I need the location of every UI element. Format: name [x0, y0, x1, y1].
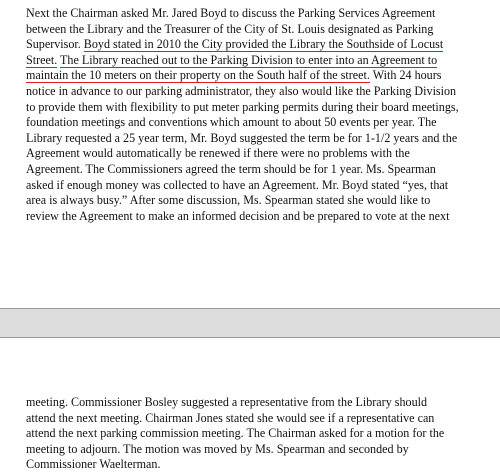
- text-line: [26, 53, 486, 69]
- highlighted-sentence-library-end: maintain the 10 meters on their property on the South half of the street.: [26, 68, 370, 83]
- highlighted-sentence-boyd-end: Street.: [26, 52, 58, 67]
- text-fragment: With 24 hours: [372, 68, 442, 83]
- text-line: meeting. Commissioner Bosley suggested a representative from the Library should: [26, 395, 428, 409]
- text-line: [26, 37, 486, 53]
- text-line: area is always busy.” After some discussion, Ms. Spearman stated she would like to: [26, 193, 431, 208]
- text-line: to provide them with flexibility to put meter parking permits during their board meetings,: [26, 99, 459, 114]
- text-line: meeting to adjourn. The motion was moved by Ms. Spearman and seconded by: [26, 441, 409, 456]
- text-line: foundation meetings and conventions which amount to about 50 events per year. The: [26, 115, 437, 130]
- highlighted-sentence-library: The Library reached out to the Parking Division to enter into an Agreement to: [60, 52, 438, 67]
- text-line: [26, 68, 486, 84]
- minutes-paragraph-bottom: [26, 395, 486, 473]
- text-line: Agreement would automatically be renewed if there were no problems with the: [26, 146, 410, 161]
- text-line: Commissioner Waelterman.: [26, 457, 161, 472]
- text-line: review the Agreement to make an informed decision and be prepared to vote at the next: [26, 208, 450, 223]
- text-line: asked if enough money was collected to have an Agreement. Mr. Boyd stated “yes, that: [26, 177, 449, 192]
- minutes-paragraph-top: [26, 6, 486, 224]
- text-line: attend the next parking commission meeting. The Chairman asked for a motion for the: [26, 426, 445, 441]
- text-line: Agreement. The Commissioners agreed the term should be for 1 year. Ms. Spearman: [26, 161, 436, 176]
- page-break-gap: [0, 309, 500, 337]
- text-line: attend the next meeting. Chairman Jones stated she would see if a representative can: [26, 410, 435, 425]
- text-line: Library requested a 25 year term, Mr. Boyd suggested the term be for 1-1/2 years and the: [26, 130, 458, 145]
- text-line: between the Library and the Treasurer of the City of St. Louis designated as Parking: [26, 21, 434, 36]
- highlighted-sentence-boyd: Boyd stated in 2010 the City provided the Library the Southside of Locust: [83, 37, 444, 52]
- text-line: notice in advance to our parking administrator, they also would like the Parking Division: [26, 83, 457, 98]
- text-fragment: Supervisor.: [26, 37, 81, 52]
- text-line: Next the Chairman asked Mr. Jared Boyd to discuss the Parking Services Agreement: [26, 6, 436, 20]
